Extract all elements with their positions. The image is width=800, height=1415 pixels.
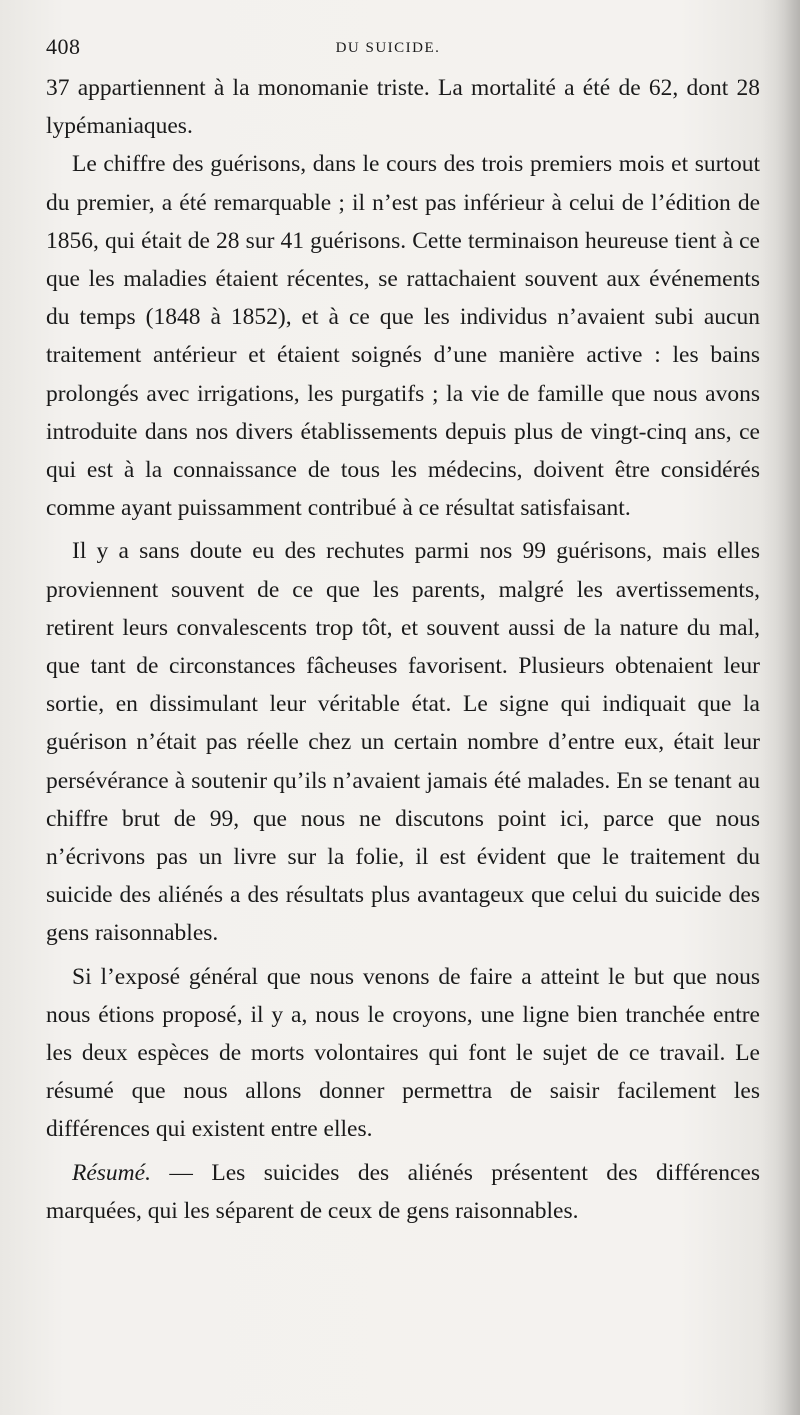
body-text (46, 69, 760, 1230)
resume-label: Résumé. (72, 1159, 151, 1186)
paragraph-continuation: 37 appartiennent à la monomanie triste. La mortalité a été de 62, dont 28 lypémaniaques. (46, 75, 760, 140)
page-header (46, 34, 760, 68)
resume-text: — Les suicides des aliénés présentent des différences marquées, qui les séparent de ceux de gens raisonnables. (46, 1159, 760, 1224)
paragraph-guerisons: Le chiffre des guérisons, dans le cours des trois premiers mois et surtout du premier, a été remarquable ; il n’est pas inférieur à celui de l’édition de 1856, qui était de 28 sur 41 guérisons. Cette terminaison heureuse tient à ce que les maladies étaient récentes, se rattachaient souvent aux événements du temps (1848 à 1852), et à ce que les individus n’avaient subi aucun traitement antérieur et étaient soignés d’une manière active : les bains prolongés avec irrigations, les purgatifs ; la vie de famille que nous avons introduite dans nos divers établissements depuis plus de vingt-cinq ans, ce qui est à la connaissance de tous les médecins, doivent être considérés comme ayant puissamment contribué à ce résultat satisfaisant. (46, 151, 760, 522)
page-edge-shadow (760, 0, 800, 1415)
page-number: 408 (46, 34, 81, 59)
running-title: DU SUICIDE. (335, 40, 441, 56)
paragraph-expose: Si l’exposé général que nous venons de faire a atteint le but que nous nous étions proposé, il y a, nous le croyons, une ligne bien tranchée entre les deux espèces de morts volontaires qui font le sujet de ce travail. Le résumé que nous allons donner permettra de saisir facilement les différences qui existent entre elles. (46, 963, 760, 1143)
paragraph-rechutes: Il y a sans doute eu des rechutes parmi nos 99 guérisons, mais elles proviennent souvent de ce que les parents, malgré les avertissements, retirent leurs convalescents trop tôt, et souvent aussi de la nature du mal, que tant de circonstances fâcheuses favorisent. Plusieurs obtenaient leur sortie, en dissimulant leur véritable état. Le signe qui indiquait que la guérison n’était pas réelle chez un certain nombre d’entre eux, était leur persévérance à soutenir qu’ils n’avaient jamais été malades. En se tenant au chiffre brut de 99, que nous ne discutons point ici, parce que nous n’écrivons pas un livre sur la folie, il est évident que le traitement du suicide des aliénés a des résultats plus avantageux que celui du suicide des gens raisonnables. (46, 538, 760, 947)
paragraph-resume (46, 1154, 760, 1230)
